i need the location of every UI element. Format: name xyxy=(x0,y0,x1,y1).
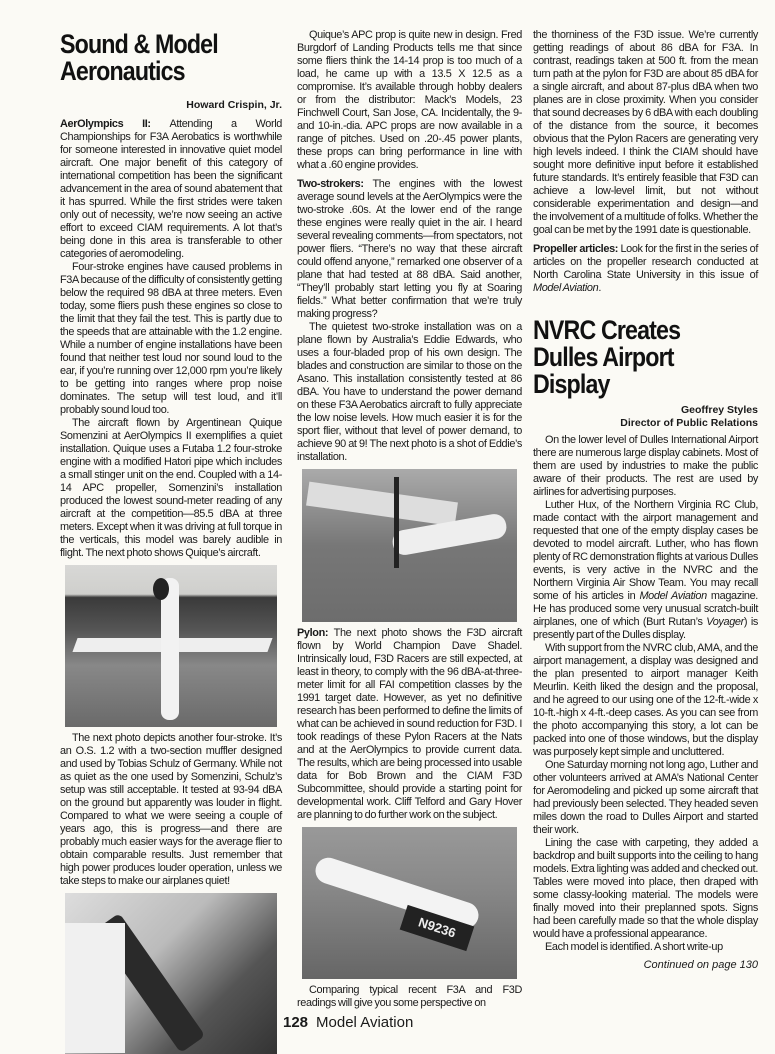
text-run: Four-stroke engines have caused problems in F3A because of the difficulty of consistently getting below the required 98 dBA at three meters. Even today, some fliers push these engines so close to the limit that they fail the test. This is partly due to the speeds that are attainable with the 1.2 engine. While a number of engine installations have been found that neither test loud nor sound loud to the ear, if you’re running over 12,000 rpm you’re likely to be getting into ranges where prop noise dominates. The setup will test loud, and it’ll probably sound loud too. xyxy=(60,261,282,416)
paragraph xyxy=(533,837,758,941)
text-run: Each model is identified. A short write-up xyxy=(545,941,723,953)
text-run: Attending a World Championships for F3A Aerobatics is worthwhile for someone interested in innovative quiet model aircraft. One major benefit of this category of international competition has been the significant advancement in the area of sound abatement that it has spurred. While the first strides were taken only out of necessity, we’re now seeing an active effort to exceed CIAM requirements. A lot that’s being done in this area is transferable to other categories of aeromodeling. xyxy=(60,118,282,260)
plane-registration: N9236 xyxy=(400,905,475,951)
paragraph xyxy=(60,417,282,560)
text-run: the thorniness of the F3D issue. We’re currently getting readings of about 86 dBA for F3A. In contrast, readings taken at 500 ft. from the mean turn path at the pylon for F3D are about 85 dBA for a single aircraft, and about 87-plus dBA when two planes are in close proximity. When you consider that sound decreases by 6 dBA with each doubling of the distance from the source, it becomes obvious that the Pylon Racers are generating very high levels indeed. I think the CIAM should have sought more definitive input before it established future standards. It’s entirely feasible that F3D can achieve a low-level limit, but not without considerable experimentation and design—and the involvement of a multitude of folks. Whether the goal can be met by the 1991 date is questionable. xyxy=(533,29,758,236)
paragraph xyxy=(60,732,282,888)
author-byline: Howard Crispin, Jr. xyxy=(186,99,282,111)
title-line: Dulles Airport xyxy=(533,342,674,372)
section-lead: Propeller articles: xyxy=(533,243,621,255)
paragraph xyxy=(533,642,758,759)
body-text xyxy=(297,29,522,464)
body-text xyxy=(297,984,522,1010)
paragraph xyxy=(297,29,522,172)
magazine-name: Model Aviation xyxy=(316,1014,414,1031)
section-lead: Pylon: xyxy=(297,626,334,639)
article-title-sound xyxy=(60,31,251,85)
continued-note: Continued on page 130 xyxy=(643,959,758,971)
paragraph xyxy=(533,29,758,237)
photo-schulz-muffler xyxy=(65,893,277,1054)
paragraph xyxy=(297,627,522,822)
paragraph xyxy=(533,499,758,642)
section-lead: Two-strokers: xyxy=(297,178,373,190)
text-run: Quique’s APC prop is quite new in design. Fred Burgdorf of Landing Products tells me that since some fliers think the 14-14 prop is too much of a load, he came up with a 13.5 X 12.5 as a compromise. It’s available through hobby dealers or from the distributor: Mack’s Models, 23 Finchwell Court, San Jose, CA. Incidentally, the 9- and 10-in.-dia. APC props are now available in a range of pitches. Used on .20-.45 power plants, these props can bring performance in line with what a .60 engine provides. xyxy=(297,29,522,171)
paragraph xyxy=(533,759,758,837)
body-text xyxy=(533,434,758,954)
body-text xyxy=(60,732,282,888)
text-run: The engines with the lowest average sound levels at the AerOlympics were the two-stroke .60s. At the lower end of the range these engines were really quiet in the air. I heard several revealing comments—from spectators, not power fliers. “There’s no way that these aircraft could offend anyone,” remarked one observer of a plane that had tested at 88 dBA. Said another, “They’ll probably start letting you fly at Soaring fields.” What better confirmation that we’re truly making progress? xyxy=(297,178,523,320)
text-run: The quietest two-stroke installation was on a plane flown by Australia’s Eddie Edwards, who uses a four-bladed prop of his own design. The blades and construction are similar to those on the Asano. This installation consistently tested at 86 dBA. You have to understand the power demand on these F3A Aerobatics aircraft to fully appreciate the low noise levels. How much easier it is for the sport flier, without that level of power demand, to achieve 90 at 9! The next photo is a shot of Eddie’s installation. xyxy=(297,321,522,463)
paragraph xyxy=(533,941,758,954)
paragraph xyxy=(533,434,758,499)
paragraph xyxy=(297,321,522,464)
text-run: Lining the case with carpeting, they added a backdrop and built supports into the ceiling to hang models. Extra lighting was added and checked out. Tables were moved into place, then draped with some classy-looking material. The models were finally moved into their preplanned spots. Signs had been carefully made so that the whole display would have a professional appearance. xyxy=(533,837,758,940)
text-run: ) is presently part of the Dulles display. xyxy=(533,616,758,641)
text-run: Luther Hux, of the Northern Virginia RC Club, made contact with the airport management and requested that one of the empty display cases be devoted to model aircraft. Luther, who has flown plenty of RC demonstration flights at various Dulles events, is very active in the NVRC and the Northern Virginia Air Show Team. You may recall some of his articles in xyxy=(533,499,758,602)
text-run: The next photo shows the F3D aircraft flown by World Champion Dave Shadel. Intrinsically loud, F3D Racers are still expected, at least in theory, to comply with the 96 dBA-at-three-meter limit for all FAI competition classes by the 1991 target date. However, as yet no definitive research has been performed to define the limits of what can be achieved in sound reduction for F3D. I took readings of these Pylon Racers at the Nats and at the AerOlympics to provide current data. The results, which are being processed into usable data for Bob Brown and the CIAM F3D Subcommittee, should provide a starting point for developmental work. Cliff Telford and Gary Hover are planning to do further work on the subject. xyxy=(297,626,522,821)
paragraph xyxy=(60,118,282,261)
article-title-nvrc xyxy=(533,317,727,398)
column-1 xyxy=(60,29,282,1054)
text-run: The aircraft flown by Argentinean Quique Somenzini at AerOlympics II exemplifies a quiet installation. Quique uses a Futaba 1.2 four-stroke engine with a modified Hatori pipe which includes a small stinger unit on the end. Coupled with a 14-14 APC propeller, Somenzini’s installation produced the lowest sound-meter reading of any aircraft at the competition—85.5 dBA at three meters. Except when it was driving at full torque in the verticals, this model was barely audible in flight. The next photo shows Quique’s aircraft. xyxy=(60,417,282,559)
author-role: Director of Public Relations xyxy=(620,417,758,429)
italic-text: Model Aviation xyxy=(533,282,599,294)
text-run: One Saturday morning not long ago, Luther and other volunteers arrived at AMA’s National Center for Aeromodeling and picked up some aircraft that had previously been selected. They headed seven miles down the road to Dulles Airport and started their work. xyxy=(533,759,758,836)
body-text xyxy=(533,29,758,295)
paragraph xyxy=(60,261,282,417)
text-run: magazine. He has produced some very unusual scratch-built airplanes, one of which (Burt Rutan’s xyxy=(533,590,758,628)
body-text xyxy=(60,118,282,560)
paragraph xyxy=(297,178,522,321)
body-text xyxy=(297,627,522,822)
text-run: The next photo depicts another four-stroke. It’s an O.S. 1.2 with a two-section muffler designed and used by Tobias Schulz of Germany. While not as quiet as the one used by Somenzini, Schulz’s setup was still acceptable. It tested at 93-94 dBA on the ground but apparently was louder in flight. Compared to what we were seeing a couple of years ago, this is progress—and there are probably much easier ways for the average flier to obtain comparable results. Just remember that high power produces louder operation, unless we take steps to make our airplanes quiet! xyxy=(60,731,282,887)
title-line: Sound & Model xyxy=(60,29,218,59)
column-2 xyxy=(283,29,523,1054)
text-run: Comparing typical recent F3A and F3D readings will give you some perspective on xyxy=(297,984,522,1009)
text-run: . xyxy=(598,282,602,294)
photo-shadel-f3d xyxy=(302,827,517,980)
text-run: With support from the NVRC club, AMA, and the airport management, a display was designed and the plan presented to airport manager Keith Meurlin. Keith liked the design and the proposal, and he agreed to our using one of the 12-ft.-wide x 10-ft.-high x 4-ft.-deep cases. As you can see from the photo accompanying this story, a lot can be packed into one of those windows, but the display was purposely kept simple and uncluttered. xyxy=(533,642,758,758)
text-run: On the lower level of Dulles International Airport there are numerous large display cabinets. Most of them are used by industries to make the public aware of their products. The rest are used by airlines for advertising purposes. xyxy=(533,434,758,498)
column-3 xyxy=(533,29,758,1054)
text-run: Look for the first in the series of articles on the propeller research conducted at North Carolina State University in this issue of xyxy=(533,243,758,281)
title-line: Aeronautics xyxy=(60,56,185,86)
paragraph xyxy=(297,984,522,1010)
author-byline xyxy=(533,404,758,430)
title-line: Display xyxy=(533,369,610,399)
italic-text: Voyager xyxy=(706,616,744,628)
photo-eddie-installation xyxy=(302,469,517,622)
section-lead: AerOlympics II: xyxy=(60,118,170,130)
italic-text: Model Aviation xyxy=(639,590,707,602)
author-name: Geoffrey Styles xyxy=(680,404,758,416)
title-line: NVRC Creates xyxy=(533,315,681,345)
paragraph xyxy=(533,243,758,295)
photo-quique-aircraft xyxy=(65,565,277,727)
page-footer xyxy=(283,1014,522,1032)
page-number: 128 xyxy=(283,1014,309,1031)
